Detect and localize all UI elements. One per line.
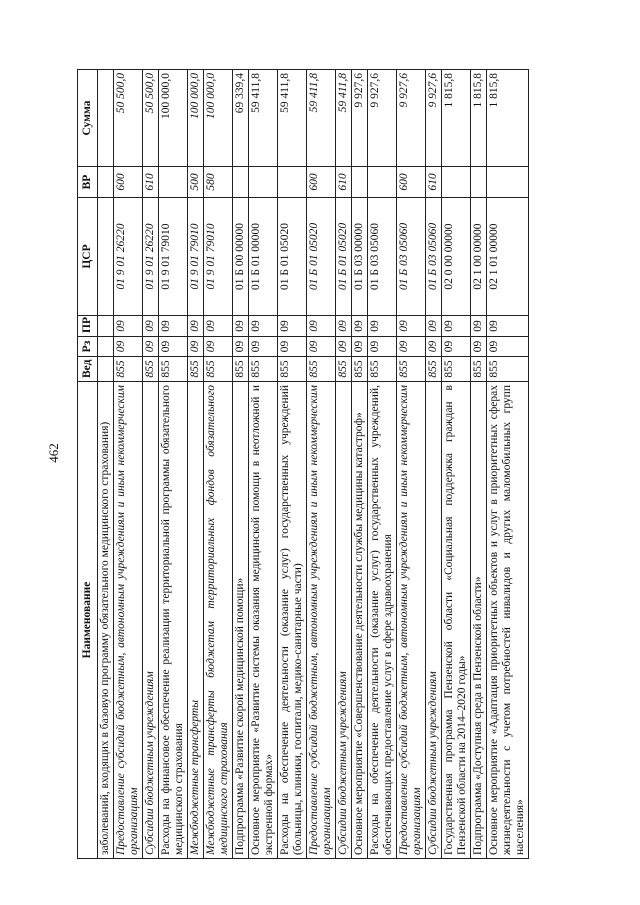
row-rz: 09 xyxy=(426,337,442,357)
row-ved: 855 xyxy=(204,357,233,382)
row-rz: 09 xyxy=(352,337,368,357)
row-vr: 500 xyxy=(188,167,204,198)
row-pr: 09 xyxy=(336,316,352,337)
table-row xyxy=(397,70,426,859)
table-row xyxy=(487,70,529,859)
table-row xyxy=(114,70,143,859)
row-csr: 01 9 01 79010 xyxy=(204,198,233,316)
row-pr: 09 xyxy=(159,316,188,337)
row-rz xyxy=(98,337,114,357)
row-ved: 855 xyxy=(233,357,249,382)
row-ved: 855 xyxy=(114,357,143,382)
row-csr: 01 9 01 79010 xyxy=(188,198,204,316)
row-vr xyxy=(159,167,188,198)
row-sum: 100 000,0 xyxy=(159,70,188,167)
table-row xyxy=(307,70,336,859)
row-vr: 610 xyxy=(336,167,352,198)
row-sum xyxy=(98,70,114,167)
table-row xyxy=(336,70,352,859)
row-name: Субсидии бюджетным учреждениям xyxy=(336,382,352,859)
row-pr: 09 xyxy=(442,316,471,337)
row-sum: 50 500,0 xyxy=(143,70,159,167)
row-name: Межбюджетные трансферты бюджетам территориальных фондов обязательного медицинского страхования xyxy=(204,382,233,859)
row-rz: 09 xyxy=(159,337,188,357)
row-ved: 855 xyxy=(336,357,352,382)
row-rz: 09 xyxy=(442,337,471,357)
row-sum: 1 815,8 xyxy=(487,70,529,167)
row-vr: 610 xyxy=(143,167,159,198)
budget-table xyxy=(77,69,529,859)
row-pr: 09 xyxy=(307,316,336,337)
row-ved: 855 xyxy=(442,357,471,382)
row-name: Расходы на обеспечение деятельности (оказание услуг) государственных учреждений, обеспечивающих предоставление услуг в сфере здравоохранения xyxy=(368,382,397,859)
row-csr: 01 Б 01 00000 xyxy=(249,198,278,316)
row-sum: 100 000,0 xyxy=(204,70,233,167)
row-vr xyxy=(442,167,471,198)
row-rz: 09 xyxy=(397,337,426,357)
row-csr: 02 0 00 00000 xyxy=(442,198,471,316)
row-vr: 600 xyxy=(307,167,336,198)
row-ved: 855 xyxy=(397,357,426,382)
row-name: заболеваний, входящих в базовую программу обязательного медицинского страхования) xyxy=(98,382,114,859)
table-row xyxy=(471,70,487,859)
row-name: Межбюджетные трансферты xyxy=(188,382,204,859)
row-ved: 855 xyxy=(307,357,336,382)
row-ved: 855 xyxy=(249,357,278,382)
row-pr: 09 xyxy=(397,316,426,337)
table-row xyxy=(204,70,233,859)
row-rz: 09 xyxy=(368,337,397,357)
row-vr xyxy=(249,167,278,198)
row-pr: 09 xyxy=(471,316,487,337)
row-pr: 09 xyxy=(278,316,307,337)
row-sum: 59 411,8 xyxy=(336,70,352,167)
row-name: Основное мероприятие «Совершенствование деятельности службы медицины катастроф» xyxy=(352,382,368,859)
rotated-budget-table-container xyxy=(77,70,549,859)
row-name: Основное мероприятие «Развитие системы оказания медицинской помощи в неотложной и экстренной формах» xyxy=(249,382,278,859)
row-pr: 09 xyxy=(368,316,397,337)
row-csr xyxy=(98,198,114,316)
row-name: Государственная программа Пензенской области «Социальная поддержка граждан в Пензенской области на 2014–2020 годы» xyxy=(442,382,471,859)
row-name: Предоставление субсидий бюджетным, автономным учреждениям и иным некоммерческим организациям xyxy=(114,382,143,859)
row-sum: 50 500,0 xyxy=(114,70,143,167)
header-csr: ЦСР xyxy=(78,198,98,316)
row-ved: 855 xyxy=(278,357,307,382)
row-sum: 59 411,8 xyxy=(249,70,278,167)
row-rz: 09 xyxy=(471,337,487,357)
row-pr: 09 xyxy=(426,316,442,337)
row-vr: 600 xyxy=(114,167,143,198)
row-name: Субсидии бюджетным учреждениям xyxy=(143,382,159,859)
header-rz: Рз xyxy=(78,337,98,357)
row-vr xyxy=(487,167,529,198)
row-rz: 09 xyxy=(278,337,307,357)
row-csr: 01 Б 03 05060 xyxy=(368,198,397,316)
table-row xyxy=(188,70,204,859)
row-name: Предоставление субсидий бюджетным, автономным учреждениям и иным некоммерческим организациям xyxy=(307,382,336,859)
row-csr: 01 Б 01 05020 xyxy=(336,198,352,316)
row-sum: 69 339,4 xyxy=(233,70,249,167)
table-row xyxy=(233,70,249,859)
header-vr: ВР xyxy=(78,167,98,198)
row-sum: 9 927,6 xyxy=(426,70,442,167)
row-sum: 9 927,6 xyxy=(368,70,397,167)
row-pr xyxy=(98,316,114,337)
row-name: Подпрограмма «Доступная среда в Пензенской области» xyxy=(471,382,487,859)
row-rz: 09 xyxy=(487,337,529,357)
row-pr: 09 xyxy=(249,316,278,337)
row-csr: 02 1 01 00000 xyxy=(487,198,529,316)
row-csr: 01 Б 01 05020 xyxy=(278,198,307,316)
row-sum: 100 000,0 xyxy=(188,70,204,167)
row-vr xyxy=(368,167,397,198)
table-header-row xyxy=(78,70,98,859)
row-sum: 59 411,8 xyxy=(278,70,307,167)
row-ved: 855 xyxy=(368,357,397,382)
row-sum: 1 815,8 xyxy=(471,70,487,167)
row-csr: 01 Б 03 05060 xyxy=(397,198,426,316)
row-sum: 59 411,8 xyxy=(307,70,336,167)
row-ved: 855 xyxy=(159,357,188,382)
row-rz: 09 xyxy=(307,337,336,357)
row-ved: 855 xyxy=(143,357,159,382)
row-pr: 09 xyxy=(352,316,368,337)
row-name: Расходы на финансовое обеспечение реализации территориальной программы обязательного медицинского страхования xyxy=(159,382,188,859)
row-csr: 02 1 00 00000 xyxy=(471,198,487,316)
table-row xyxy=(98,70,114,859)
row-pr: 09 xyxy=(143,316,159,337)
row-csr: 01 Б 00 00000 xyxy=(233,198,249,316)
header-sum: Сумма xyxy=(78,70,98,167)
row-rz: 09 xyxy=(204,337,233,357)
table-row xyxy=(249,70,278,859)
row-rz: 09 xyxy=(188,337,204,357)
row-csr: 01 Б 03 05060 xyxy=(426,198,442,316)
row-sum: 9 927,6 xyxy=(397,70,426,167)
row-rz: 09 xyxy=(143,337,159,357)
table-row xyxy=(159,70,188,859)
row-pr: 09 xyxy=(188,316,204,337)
row-csr: 01 9 01 26220 xyxy=(143,198,159,316)
row-name: Подпрограмма «Развитие скорой медицинской помощи» xyxy=(233,382,249,859)
table-row xyxy=(442,70,471,859)
row-name: Предоставление субсидий бюджетным, автономным учреждениям и иным некоммерческим организациям xyxy=(397,382,426,859)
row-pr: 09 xyxy=(114,316,143,337)
row-sum: 9 927,6 xyxy=(352,70,368,167)
header-pr: ПР xyxy=(78,316,98,337)
row-ved: 855 xyxy=(487,357,529,382)
row-rz: 09 xyxy=(114,337,143,357)
row-ved: 855 xyxy=(352,357,368,382)
header-ved: Вед xyxy=(78,357,98,382)
row-name: Основное мероприятие «Адаптация приоритетных объектов и услуг в приоритетных сферах жизнедеятельности с учетом потребностей инвалидов и других маломобильных групп населения» xyxy=(487,382,529,859)
row-pr: 09 xyxy=(233,316,249,337)
row-ved: 855 xyxy=(188,357,204,382)
row-vr: 610 xyxy=(426,167,442,198)
row-name: Субсидии бюджетным учреждениям xyxy=(426,382,442,859)
table-row xyxy=(352,70,368,859)
row-csr: 01 9 01 79010 xyxy=(159,198,188,316)
row-vr: 600 xyxy=(397,167,426,198)
table-row xyxy=(143,70,159,859)
row-pr: 09 xyxy=(204,316,233,337)
row-rz: 09 xyxy=(233,337,249,357)
row-pr: 09 xyxy=(487,316,529,337)
row-rz: 09 xyxy=(249,337,278,357)
table-row xyxy=(426,70,442,859)
row-csr: 01 9 01 26220 xyxy=(114,198,143,316)
page-number: 462 xyxy=(46,443,61,463)
row-vr xyxy=(471,167,487,198)
row-csr: 01 Б 03 00000 xyxy=(352,198,368,316)
row-rz: 09 xyxy=(336,337,352,357)
row-vr xyxy=(98,167,114,198)
row-vr: 580 xyxy=(204,167,233,198)
row-vr xyxy=(278,167,307,198)
row-vr xyxy=(352,167,368,198)
header-name: Наименование xyxy=(78,382,98,859)
row-name: Расходы на обеспечение деятельности (оказание услуг) государственных учреждений (больницы, клиники, госпитали, медико-санитарные части) xyxy=(278,382,307,859)
row-vr xyxy=(233,167,249,198)
table-row xyxy=(368,70,397,859)
row-sum: 1 815,8 xyxy=(442,70,471,167)
row-csr: 01 Б 01 05020 xyxy=(307,198,336,316)
row-ved: 855 xyxy=(471,357,487,382)
row-ved xyxy=(98,357,114,382)
table-row xyxy=(278,70,307,859)
row-ved: 855 xyxy=(426,357,442,382)
